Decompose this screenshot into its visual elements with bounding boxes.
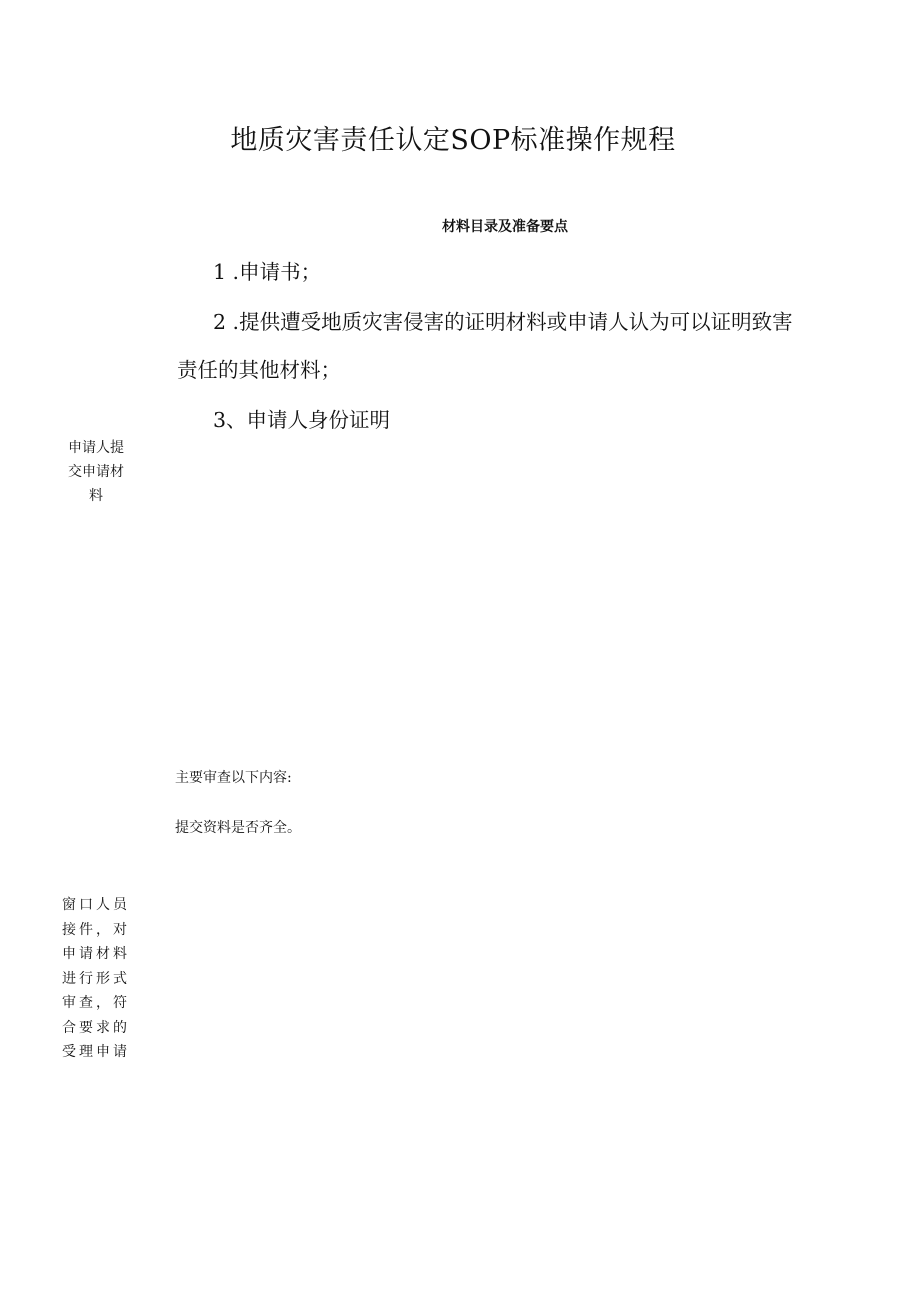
step-label-line: 受理申请 (62, 1044, 130, 1060)
material-item-2: 2 .提供遭受地质灾害侵害的证明材料或申请人认为可以证明致害 (213, 310, 793, 334)
material-item-2-continued: 责任的其他材料； (177, 358, 341, 382)
step-label-line: 审查，符 (62, 995, 130, 1011)
step-label-line: 交申请材 (68, 464, 124, 480)
step-label-line: 合要求的 (62, 1019, 130, 1036)
step-label-line: 申请人提 (68, 440, 124, 456)
step-label-line: 接件，对 (62, 921, 130, 938)
step-label-submit-materials (58, 436, 134, 508)
step-label-line: 料 (89, 488, 103, 504)
material-item-3: 3、申请人身份证明 (213, 408, 391, 432)
material-item-1: 1 .申请书； (213, 260, 322, 284)
review-point-1: 提交资料是否齐全。 (175, 820, 301, 836)
section-heading: 材料目录及准备要点 (442, 219, 568, 235)
step-label-line: 申请材料 (62, 946, 130, 962)
step-label-line: 窗口人员 (62, 897, 130, 913)
step-label-line: 进行形式 (62, 970, 130, 987)
step-label-window-review (58, 893, 134, 1065)
page-title: 地质灾害责任认定SOP标准操作规程 (230, 125, 676, 156)
review-intro: 主要审查以下内容: (175, 770, 292, 786)
